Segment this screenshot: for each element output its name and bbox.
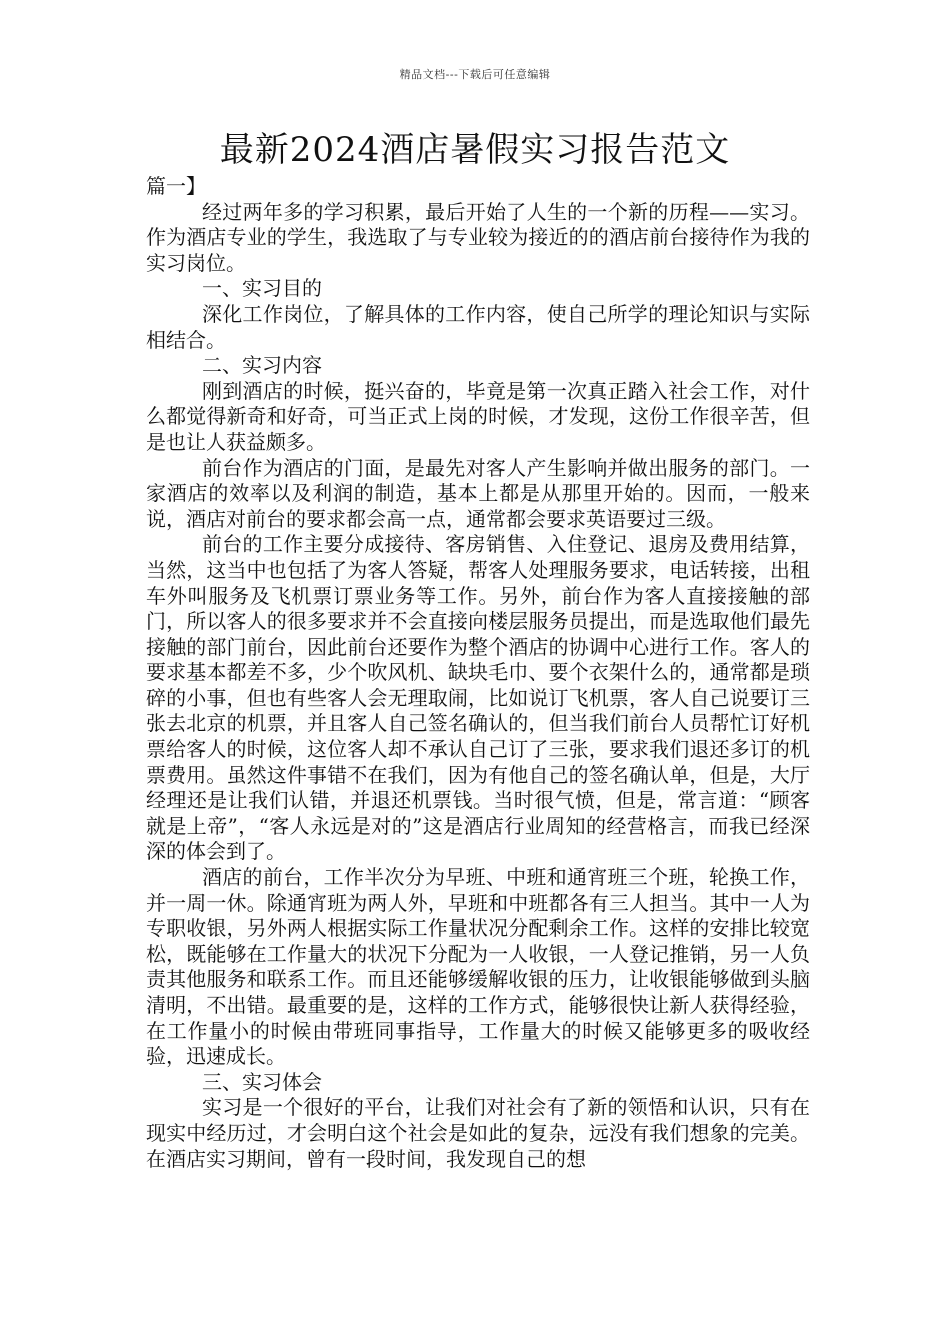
paragraph-experience: 实习是一个很好的平台，让我们对社会有了新的领悟和认识，只有在现实中经历过，才会明白这个社会是如此的复杂，远没有我们想象的完美。在酒店实习期间，曾有一段时间，我发现自己的想 [146, 1095, 810, 1171]
heading-content: 二、实习内容 [202, 353, 322, 378]
paragraph-duties: 前台的工作主要分成接待、客房销售、入住登记、退房及费用结算，当然，这当中也包括了为客人答疑，帮客人处理服务要求，电话转接，出租车外叫服务及飞机票订票业务等工作。另外，前台作为客人直接接触的部门，所以客人的很多要求并不会直接向楼层服务员提出，而是选取他们最先接触的部门前台，因此前台还要作为整个酒店的协调中心进行工作。客人的要求基本都差不多，少个吹风机、缺块毛巾、要个衣架什么的，通常都是琐碎的小事，但也有些客人会无理取闹，比如说订飞机票，客人自己说要订三张去北京的机票，并且客人自己签名确认的，但当我们前台人员帮忙订好机票给客人的时候，这位客人却不承认自己订了三张，要求我们退还多订的机票费用。虽然这件事错不在我们，因为有他自己的签名确认单，但是，大厅经理还是让我们认错，并退还机票钱。当时很气愤，但是，常言道：“顾客就是上帝”，“客人永远是对的”这是酒店行业周知的经营格言，而我已经深深的体会到了。 [146, 532, 810, 864]
header-note: 精品文档---下载后可任意编辑 [399, 68, 551, 81]
paragraph-arrival: 刚到酒店的时候，挺兴奋的，毕竟是第一次真正踏入社会工作，对什么都觉得新奇和好奇，可当正式上岗的时候，才发现，这份工作很辛苦，但是也让人获益颇多。 [146, 378, 810, 454]
heading-purpose: 一、实习目的 [202, 276, 322, 301]
paragraph-intro: 经过两年多的学习积累，最后开始了人生的一个新的历程——实习。作为酒店专业的学生，我选取了与专业较为接近的的酒店前台接待作为我的实习岗位。 [146, 199, 810, 275]
paragraph-front-desk: 前台作为酒店的门面，是最先对客人产生影响并做出服务的部门。一家酒店的效率以及利润的制造，基本上都是从那里开始的。因而，一般来说，酒店对前台的要求都会高一点，通常都会要求英语要过三级。 [146, 455, 810, 531]
document-title: 最新2024酒店暑假实习报告范文 [219, 130, 731, 170]
heading-experience: 三、实习体会 [202, 1069, 322, 1094]
section-label: 篇一】 [146, 174, 206, 198]
paragraph-shifts: 酒店的前台，工作半次分为早班、中班和通宵班三个班，轮换工作，并一周一休。除通宵班为两人外，早班和中班都各有三人担当。其中一人为专职收银，另外两人根据实际工作量状况分配剩余工作。这样的安排比较宽松，既能够在工作量大的状况下分配为一人收银，一人登记推销，另一人负责其他服务和联系工作。而且还能够缓解收银的压力，让收银能够做到头脑清明，不出错。最重要的是，这样的工作方式，能够很快让新人获得经验，在工作量小的时候由带班同事指导，工作量大的时候又能够更多的吸收经验，迅速成长。 [146, 865, 810, 1069]
paragraph-purpose: 深化工作岗位，了解具体的工作内容，使自己所学的理论知识与实际相结合。 [146, 301, 810, 352]
document-body [146, 174, 810, 1172]
